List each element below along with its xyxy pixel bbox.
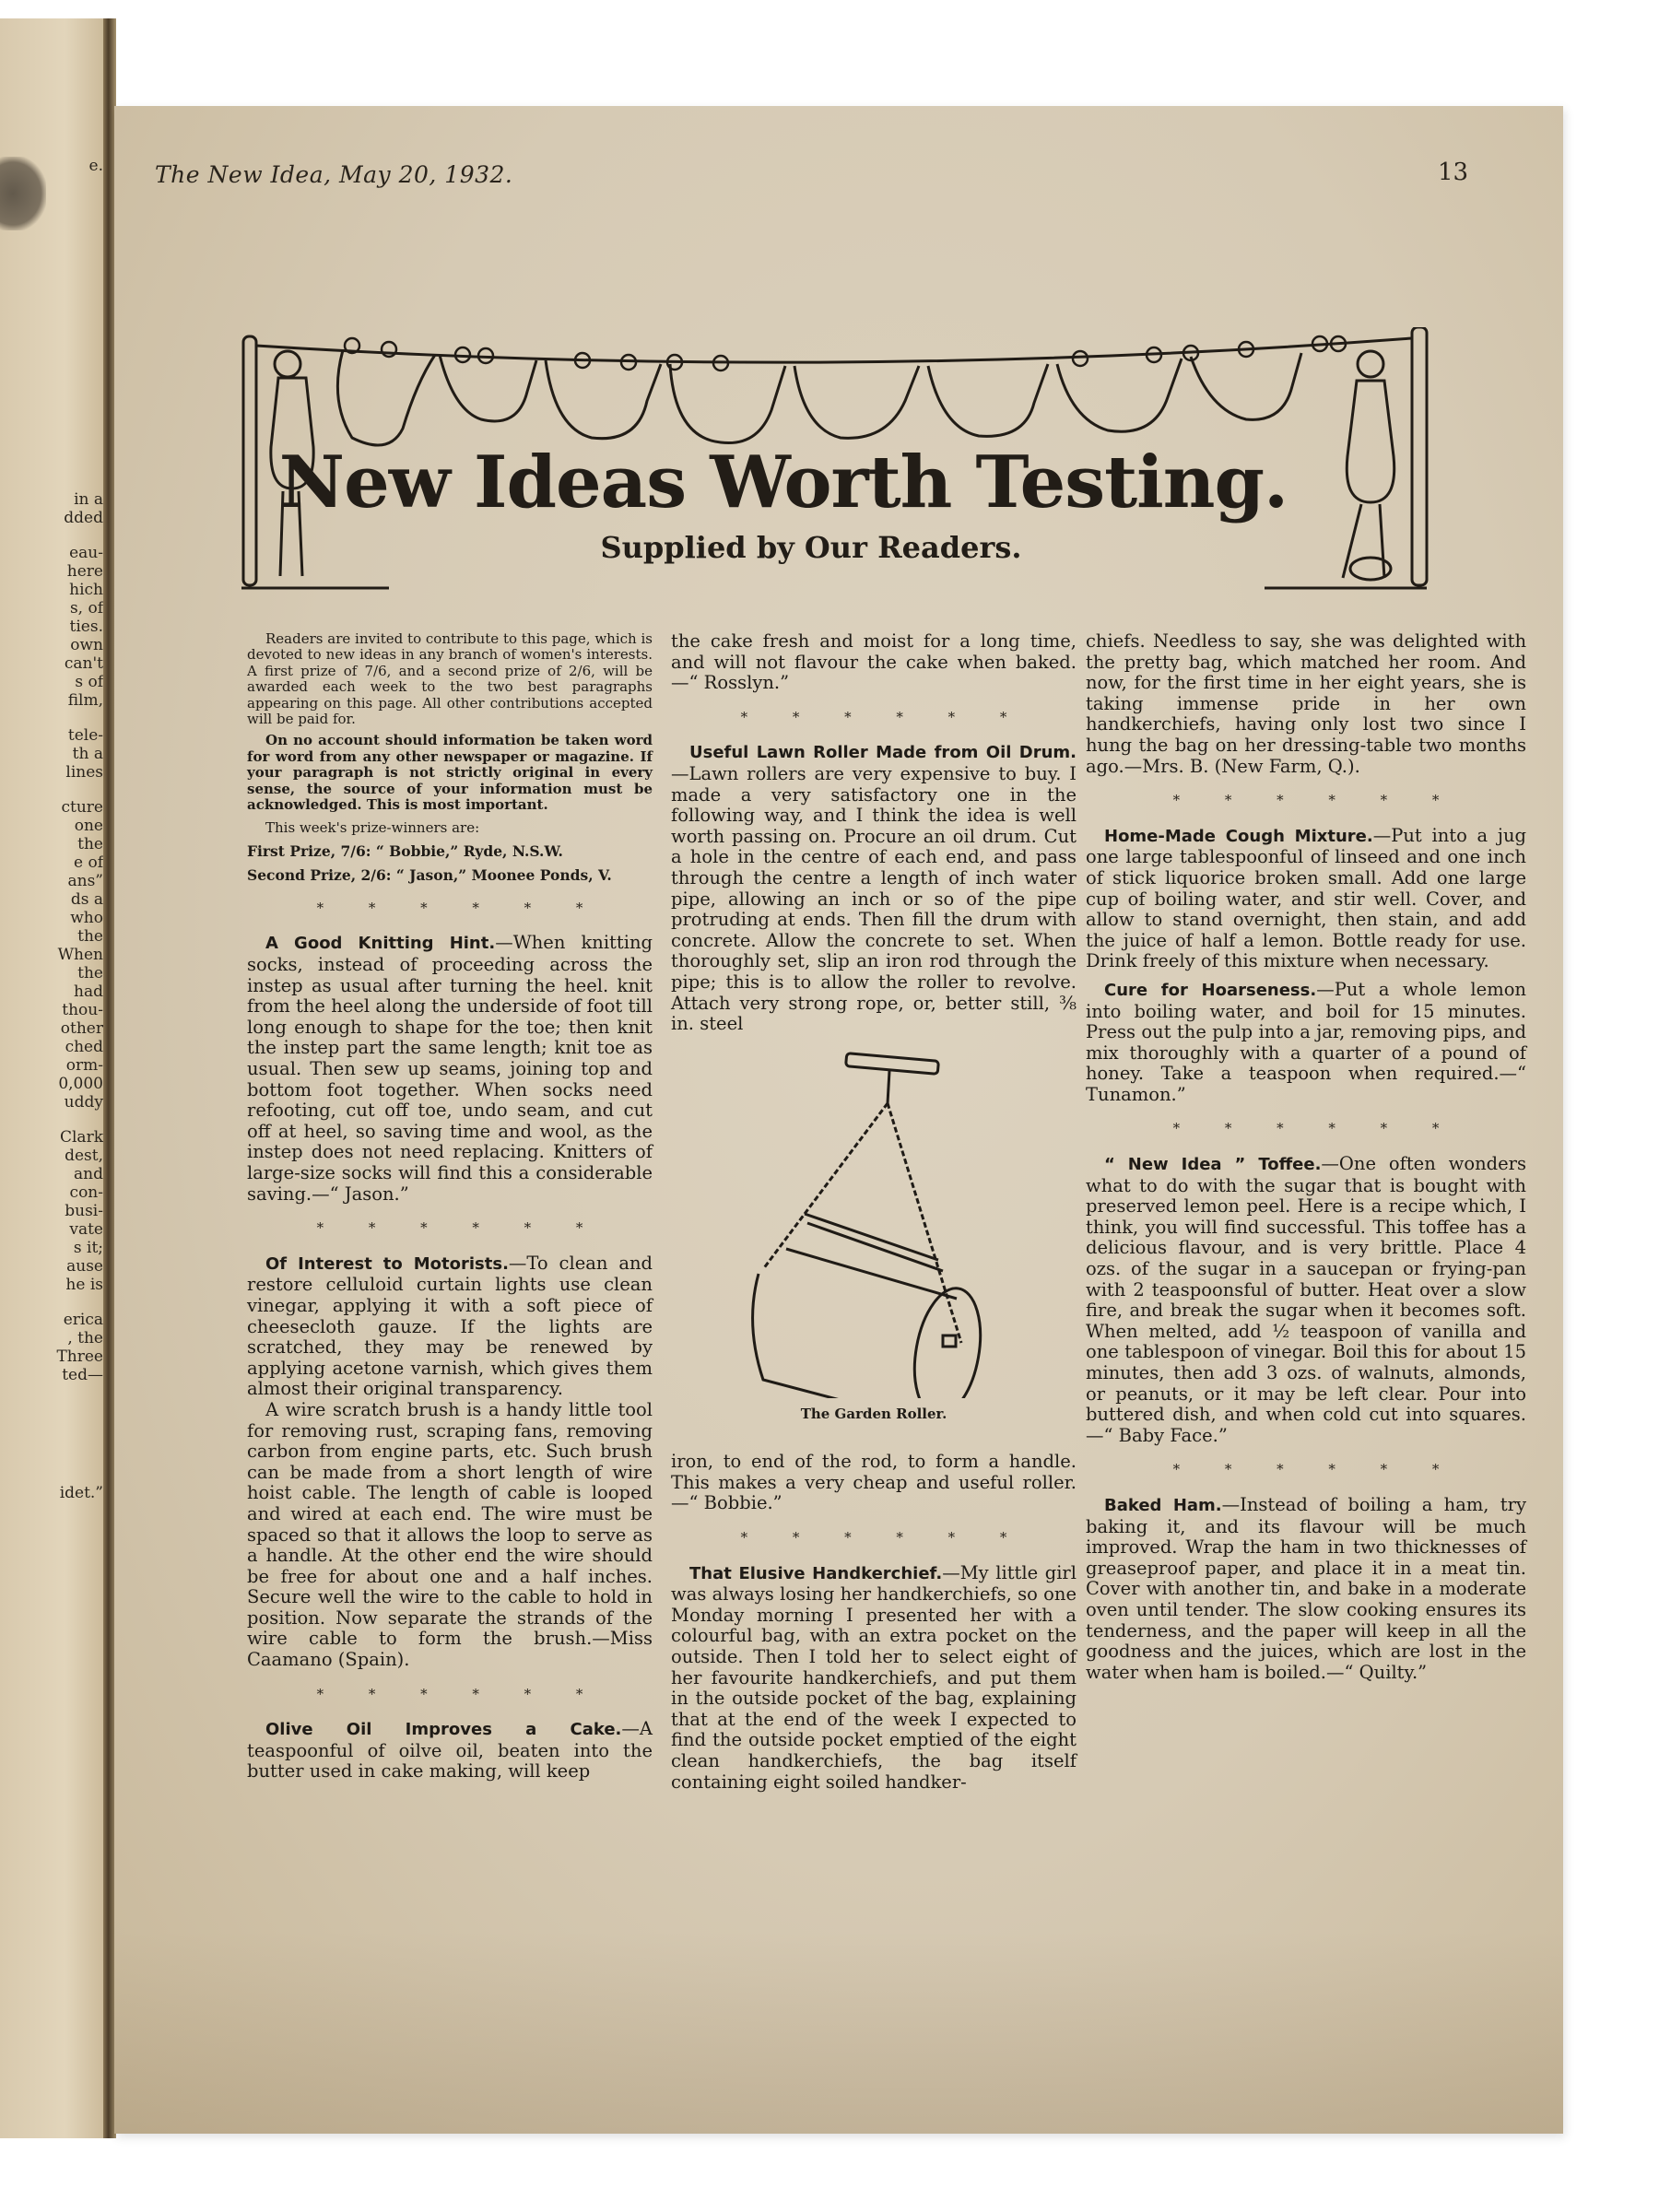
- left-page-text: one: [74, 817, 103, 835]
- left-page-text: s of: [75, 673, 103, 691]
- article-body: —To clean and restore celluloid curtain lights use clean vinegar, applying it with a soft piece of cheesecloth gauze. If the lights are scratched, they may be renewed by applying acetone varnish, which gives them almost their original transparency.: [247, 1252, 653, 1400]
- garden-roller-figure: [671, 1048, 1077, 1398]
- left-page-text: e of: [74, 853, 103, 872]
- left-page-text: s, of: [69, 599, 103, 618]
- left-page-text: Three: [56, 1347, 103, 1366]
- article-handkerchief: [671, 1563, 1077, 1794]
- article-body: —Lawn rollers are very expensive to buy. I made a very satisfactory one in the following way, and I think the idea is well worth passing on. Procure an oil drum. Cut a hole in the centre of each end, and pass through the centre a length of inch water pipe, allowing an inch or so of the pipe protruding at ends. Then fill the drum with concrete. Allow the concrete to set. When thoroughly set, slip an iron rod through the pipe; this is to allow the roller to revolve. Attach very strong rope, or, better still, ⅜ in. steel: [671, 762, 1077, 1035]
- left-page-text: other: [60, 1019, 103, 1038]
- article-body: —Instead of boiling a ham, try baking it, and its flavour will be much improved. Wrap the ham in two thicknesses of greaseproof paper, and place it in a meat tin. Cover with another tin, and bake in a moderate oven until tender. The slow cooking ensures its tenderness, and the paper will keep in all the goodness and the juices, which are lost in the water when ham is boiled.—“ Quilty.”: [1086, 1493, 1526, 1683]
- left-page-text: ds a: [70, 890, 103, 909]
- left-page-illustration: [0, 157, 46, 230]
- intro-paragraph: Readers are invited to contribute to this page, which is devoted to new ideas in any branch of women's interests. A first prize of 7/6, and a second prize of 2/6, will be awarded each week to the two best paragraphs appearing on this page. All other contributions accepted will be paid for.: [247, 630, 653, 728]
- page-title: New Ideas Worth Testing.: [278, 441, 1288, 524]
- left-page-text: can't: [64, 654, 103, 673]
- article-heading: Useful Lawn Roller Made from Oil Drum.: [689, 743, 1077, 763]
- article-lawn-roller: [671, 742, 1077, 1034]
- article-motorists: [247, 1253, 653, 1400]
- left-page-text: and: [74, 1165, 103, 1183]
- left-page-text: ans”: [67, 872, 103, 890]
- article-body: —My little girl was always losing her handkerchiefs, so one Monday morning I presented her with a colourful bag, with an extra pocket on the outside. Then I told her to select eight of her favourite handkerchiefs, and put them in the outside pocket of the bag, explaining that at the end of the week I expected to find the outside pocket emptied of the eight clean handkerchiefs, the bag itself containing eight soiled handker-: [671, 1561, 1077, 1793]
- article-body: —Put a whole lemon into boiling water, and boil for 15 minutes. Press out the pulp into a jar, removing pips, and mix thoroughly with a quarter of a pound of honey. Take a teaspoon when required.—“ Tunamon.”: [1086, 978, 1526, 1105]
- left-page-text: the: [77, 927, 103, 946]
- separator-stars: * * * * * *: [740, 708, 1028, 725]
- left-page-text: ause: [66, 1257, 103, 1276]
- article-olive-oil: [247, 1719, 653, 1783]
- left-page-text: idet.”: [59, 1484, 103, 1502]
- article-heading: That Elusive Handkerchief.: [689, 1563, 943, 1583]
- article-hoarseness: [1086, 980, 1526, 1106]
- column-2: [671, 631, 1077, 1793]
- article-handkerchief-continued: chiefs. Needless to say, she was delighted with the pretty bag, which matched her room. And now, for the first time in her eight years, she is taking immense pride in her own handkerchiefs, having only lost two since I hung the bag on her dressing-table two months ago.—Mrs. B. (New Farm, Q.).: [1086, 630, 1526, 777]
- left-page-text: the: [77, 964, 103, 982]
- page-shading: [114, 1931, 1563, 2134]
- article-heading: Olive Oil Improves a Cake.: [265, 1720, 622, 1740]
- left-page-text: th a: [72, 745, 103, 763]
- article-cough-mixture: [1086, 826, 1526, 972]
- separator-stars: * * * * * *: [1172, 1461, 1460, 1478]
- article-toffee: [1086, 1154, 1526, 1446]
- left-page-text: who: [70, 909, 103, 927]
- article-heading: Of Interest to Motorists.: [265, 1253, 509, 1274]
- left-page-text: uddy: [64, 1093, 103, 1112]
- separator-stars: * * * * * *: [316, 1219, 604, 1237]
- article-heading: “ New Idea ” Toffee.: [1104, 1155, 1322, 1175]
- column-3: [1086, 631, 1526, 1683]
- left-page-text: ched: [65, 1038, 103, 1056]
- separator-stars: * * * * * *: [740, 1529, 1028, 1547]
- left-page-text: e.: [88, 157, 103, 175]
- article-body: —Put into a jug one large tablespoonful of linseed and one inch of stick liquorice broken small. Add one large cup of boiling water, and stir well. Cover, and allow to stand overnight, then stain, and add the juice of half a lemon. Bottle ready for use. Drink freely of this mixture when necessary.: [1086, 824, 1526, 972]
- left-page-text: here: [66, 562, 103, 581]
- left-page-text: film,: [67, 691, 103, 710]
- left-page-text: thou-: [62, 1001, 103, 1019]
- left-page-text: When: [57, 946, 103, 964]
- left-facing-page: [0, 18, 109, 2138]
- left-page-text: vate: [69, 1220, 103, 1239]
- left-page-text: con-: [69, 1183, 103, 1202]
- separator-stars: * * * * * *: [316, 1685, 604, 1702]
- left-page-text: dded: [64, 509, 103, 527]
- article-knitting: [247, 933, 653, 1205]
- article-body: —When knitting socks, instead of proceeding across the instep as usual after turning the heel. knit from the heel along the underside of foot till long enough to shape for the toe; then knit the instep part the same length; knit toe as usual. Then sew up seams, joining top and bottom foot together. When socks need refooting, cut off toe, undo seam, and cut off at heel, so saving time and wool, as the instep does not need replacing. Knitters of large-size socks will find this a considerable saving.—“ Jason.”: [247, 932, 653, 1205]
- left-page-text: in a: [74, 490, 103, 509]
- left-page-text: had: [74, 982, 103, 1001]
- winners-lead: This week's prize-winners are:: [265, 819, 480, 837]
- left-page-text: orm-: [65, 1056, 103, 1075]
- left-page-text: tele-: [67, 726, 103, 745]
- article-body: —A teaspoonful of oilve oil, beaten into the butter used in cake making, will keep: [247, 1718, 653, 1783]
- article-heading: Baked Ham.: [1104, 1495, 1222, 1515]
- article-lawn-roller-continued: iron, to end of the rod, to form a handle. This makes a very cheap and useful roller.—“ Bobbie.”: [671, 1451, 1077, 1514]
- left-page-text: the: [77, 835, 103, 853]
- left-page-text: busi-: [65, 1202, 103, 1220]
- first-prize-winner: First Prize, 7/6: “ Bobbie,” Ryde, N.S.W.: [247, 841, 563, 860]
- separator-stars: * * * * * *: [316, 899, 604, 916]
- left-page-text: ted—: [62, 1366, 103, 1384]
- left-page-text: he is: [65, 1276, 103, 1294]
- left-page-text: 0,000: [58, 1075, 103, 1093]
- separator-stars: * * * * * *: [1172, 1120, 1460, 1137]
- left-page-text: s it;: [73, 1239, 103, 1257]
- left-page-text: cture: [61, 798, 103, 817]
- article-body: —One often wonders what to do with the sugar that is bought with preserved lemon peel. Here is a recipe which, I think, you will find successful. This toffee has a delicious flavour, and is very brittle. Place 4 ozs. of the sugar in a saucepan or frying-pan with 2 teaspoonsful of butter. Heat over a slow fire, and break the sugar when it becomes soft. When melted, add ½ teaspoon of vanilla and one tablespoon of vinegar. Boil this for about 15 minutes, then add 3 ozs. of walnuts, almonds, or peanuts, or it may be left clear. Pour into buttered dish, and when cold cut into squares.—“ Baby Face.”: [1086, 1153, 1526, 1446]
- article-olive-oil-continued: the cake fresh and moist for a long time, and will not flavour the cake when baked.—“ Rosslyn.”: [671, 630, 1077, 694]
- left-page-text: own: [70, 636, 103, 654]
- left-page-text: dest,: [65, 1147, 103, 1165]
- intro-warning: On no account should information be taken word for word from any other newspaper or magazine. If your paragraph is not strictly original in every sense, the source of your information must be acknowledged. This is most important.: [247, 732, 653, 814]
- article-heading: A Good Knitting Hint.: [265, 934, 496, 954]
- column-1: [247, 631, 653, 1783]
- left-page-text: eau-: [69, 544, 103, 562]
- left-page-text: lines: [65, 763, 103, 782]
- page-number: 13: [1438, 159, 1469, 186]
- separator-stars: * * * * * *: [1172, 792, 1460, 809]
- garden-roller-icon: [708, 1048, 1040, 1398]
- article-heading: Home-Made Cough Mixture.: [1104, 826, 1373, 846]
- article-baked-ham: [1086, 1495, 1526, 1683]
- page-subtitle: Supplied by Our Readers.: [600, 530, 1022, 565]
- left-page-text: Clark: [59, 1128, 103, 1147]
- left-page-text: hich: [69, 581, 103, 599]
- article-motorists-brush: A wire scratch brush is a handy little tool for removing rust, scraping fans, removing carbon from engine parts, etc. Such brush can be made from a short length of wire hoist cable. The length of cable is looped and wired at each end. The wire must be spaced so that it allows the loop to serve as a handle. At the other end the wire should be free for about one and a half inches. Secure well the wire to the cable to hold in position. Now separate the strands of the wire cable to form the brush.—Miss Caamano (Spain).: [247, 1398, 653, 1671]
- left-page-text: erica: [63, 1311, 103, 1329]
- figure-caption: The Garden Roller.: [800, 1405, 947, 1422]
- left-page-text: , the: [67, 1329, 103, 1347]
- left-page-text: ties.: [69, 618, 103, 636]
- running-head: The New Idea, May 20, 1932.: [155, 161, 513, 188]
- second-prize-winner: Second Prize, 2/6: “ Jason,” Moonee Ponds, V.: [247, 865, 612, 884]
- article-heading: Cure for Hoarseness.: [1104, 980, 1317, 1000]
